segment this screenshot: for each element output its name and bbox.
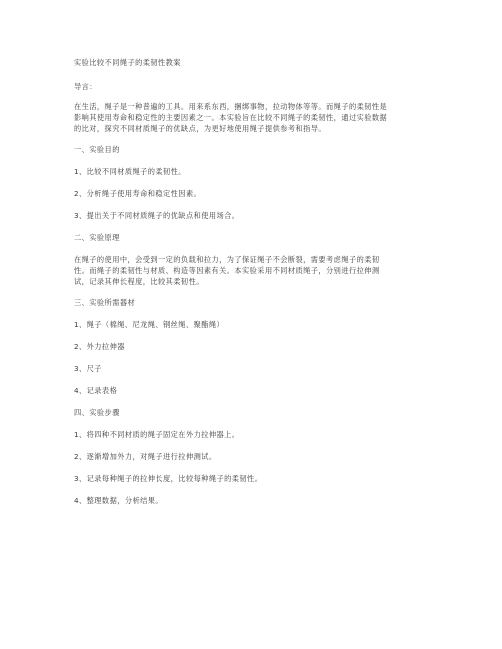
document-title: 实验比较不同绳子的柔韧性教案 xyxy=(74,58,181,67)
intro-line: 的比对，探究不同材质绳子的优缺点，为更好地使用绳子提供参考和指导。 xyxy=(74,124,327,133)
document-body xyxy=(74,58,434,506)
purpose-item: 1、比较不同材质绳子的柔韧性。 xyxy=(74,167,186,176)
principle-line: 试，记录其伸长程度，比较其柔韧性。 xyxy=(74,277,204,286)
section-heading-principle: 二、实验原理 xyxy=(74,233,120,242)
equipment-item: 3、尺子 xyxy=(74,364,102,373)
intro-line: 在生活，绳子是一种普遍的工具。用来系东西，捆绑事物，拉动物体等等。而绳子的柔韧性是 xyxy=(74,102,388,111)
step-item: 2、逐渐增加外力，对绳子进行拉伸测试。 xyxy=(74,452,217,461)
principle-line: 在绳子的使用中，会受到一定的负载和拉力，为了保证绳子不会断裂，需要考虑绳子的柔韧 xyxy=(74,255,380,264)
purpose-item: 3、提出关于不同材质绳子的优缺点和使用场合。 xyxy=(74,211,240,220)
equipment-item: 2、外力拉伸器 xyxy=(74,342,125,351)
principle-line: 性。而绳子的柔韧性与材质、构造等因素有关。本实验采用不同材质绳子，分别进行拉伸测 xyxy=(74,266,380,275)
intro-heading: 导言： xyxy=(74,82,97,91)
section-heading-steps: 四、实验步骤 xyxy=(74,408,120,417)
purpose-item: 2、分析绳子使用寿命和稳定性因素。 xyxy=(74,189,202,198)
intro-line: 影响其使用寿命和稳定性的主要因素之一。本实验旨在比较不同绳子的柔韧性，通过实验数据 xyxy=(74,113,388,122)
step-item: 4、整理数据，分析结果。 xyxy=(74,496,164,505)
section-heading-equipment: 三、实验所需器材 xyxy=(74,298,136,307)
equipment-item: 4、记录表格 xyxy=(74,386,118,395)
section-heading-purpose: 一、实验目的 xyxy=(74,145,120,154)
step-item: 3、记录每种绳子的拉伸长度，比较每种绳子的柔韧性。 xyxy=(74,474,263,483)
equipment-item: 1、绳子（棉绳、尼龙绳、钢丝绳、聚酯绳） xyxy=(74,320,225,329)
step-item: 1、将四种不同材质的绳子固定在外力拉伸器上。 xyxy=(74,430,240,439)
